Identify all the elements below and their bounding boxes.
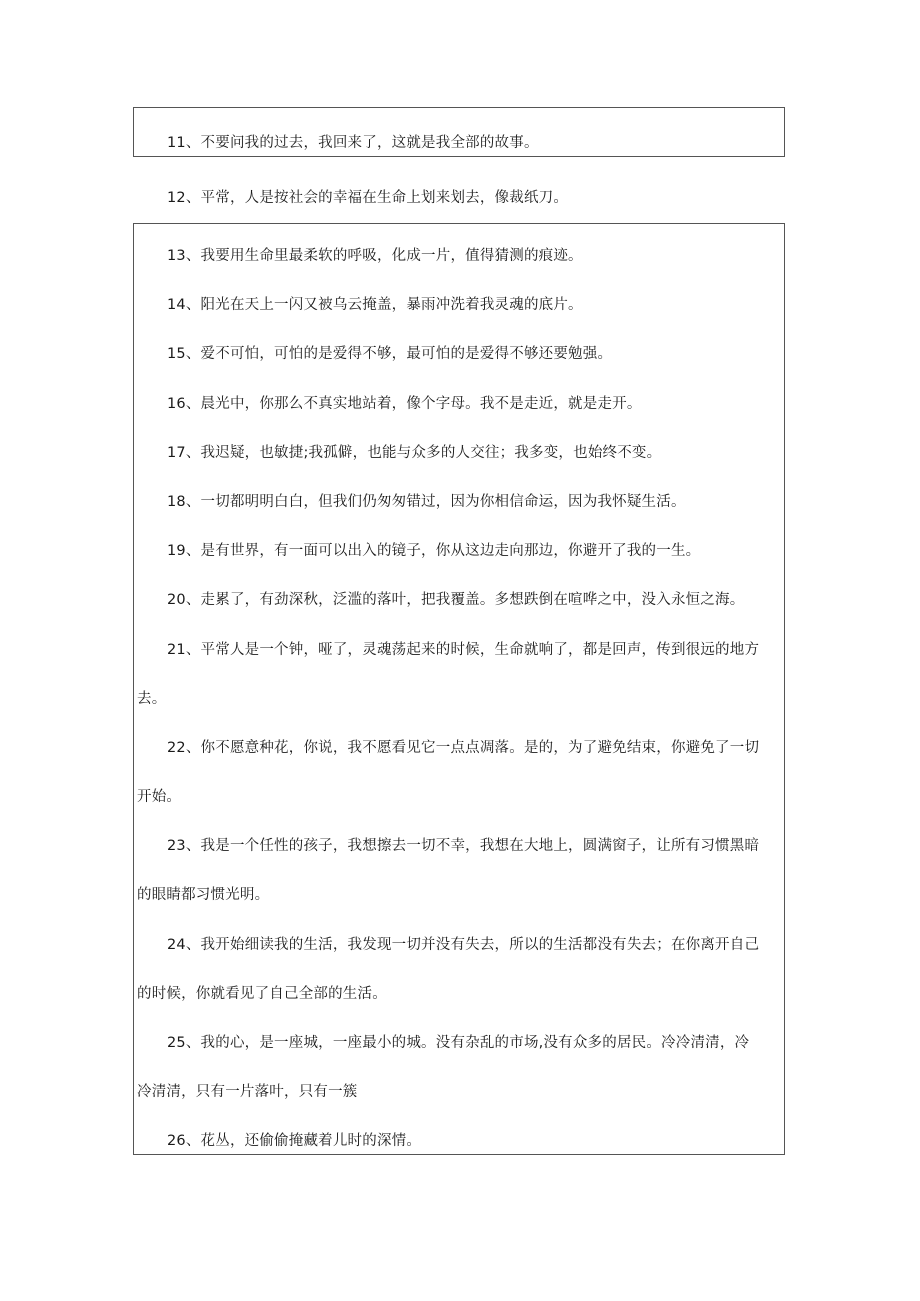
quote-24-line2: 的时候，你就看见了自己全部的生活。 — [137, 986, 387, 1002]
quote-15: 15、爱不可怕，可怕的是爱得不够，最可怕的是爱得不够还要勉强。 — [167, 346, 613, 362]
quote-14: 14、阳光在天上一闪又被乌云掩盖，暴雨冲洗着我灵魂的底片。 — [167, 297, 583, 313]
quote-25-line2: 冷清清，只有一片落叶，只有一簇 — [137, 1084, 358, 1100]
quote-12: 12、平常，人是按社会的幸福在生命上划来划去，像裁纸刀。 — [167, 190, 569, 206]
quote-22-line1: 22、你不愿意种花，你说，我不愿看见它一点点凋落。是的，为了避免结束，你避免了一切 — [167, 740, 760, 756]
quote-11: 11、不要问我的过去，我回来了，这就是我全部的故事。 — [167, 135, 539, 151]
quote-22-line2: 开始。 — [137, 789, 182, 805]
quote-21-line1: 21、平常人是一个钟，哑了，灵魂荡起来的时候，生命就响了，都是回声，传到很远的地方 — [167, 642, 760, 658]
quote-16: 16、晨光中，你那么不真实地站着，像个字母。我不是走近，就是走开。 — [167, 396, 642, 412]
quote-26: 26、花丛，还偷偷掩藏着儿时的深情。 — [167, 1133, 422, 1149]
quote-18: 18、一切都明明白白，但我们仍匆匆错过，因为你相信命运，因为我怀疑生活。 — [167, 494, 686, 510]
quote-24-line1: 24、我开始细读我的生活，我发现一切并没有失去，所以的生活都没有失去；在你离开自己 — [167, 937, 760, 953]
quote-13: 13、我要用生命里最柔软的呼吸，化成一片，值得猜测的痕迹。 — [167, 248, 583, 264]
quote-19: 19、是有世界，有一面可以出入的镜子，你从这边走向那边，你避开了我的一生。 — [167, 543, 701, 559]
quote-21-line2: 去。 — [137, 691, 167, 707]
quote-23-line1: 23、我是一个任性的孩子，我想擦去一切不幸，我想在大地上，圆满窗子，让所有习惯黑暗 — [167, 838, 760, 854]
quote-23-line2: 的眼睛都习惯光明。 — [137, 887, 270, 903]
quote-20: 20、走累了，有劲深秋，泛滥的落叶，把我覆盖。多想跌倒在喧哗之中，没入永恒之海。 — [167, 592, 745, 608]
quote-17: 17、我迟疑，也敏捷;我孤僻，也能与众多的人交往；我多变，也始终不变。 — [167, 445, 662, 461]
quote-25-line1: 25、我的心，是一座城，一座最小的城。没有杂乱的市场,没有众多的居民。冷冷清清，冷 — [167, 1035, 750, 1051]
